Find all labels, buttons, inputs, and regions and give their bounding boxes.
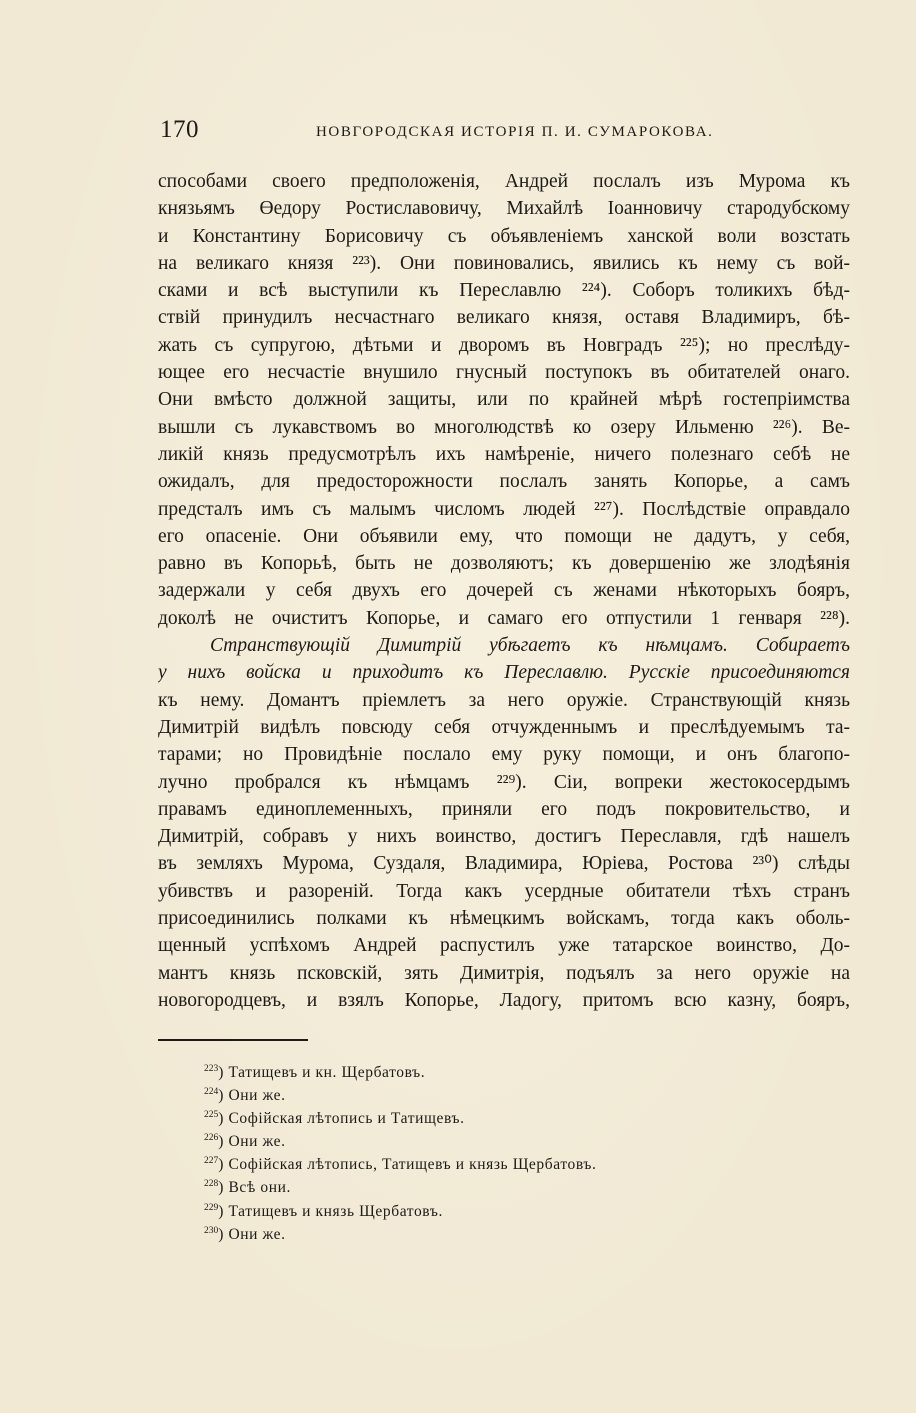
text-line: убивствъ и разореній. Тогда какъ усердные обитатели тѣхъ странъ (158, 880, 850, 902)
footnote-text: ) Татищевъ и князь Щербатовъ. (218, 1202, 443, 1220)
text-line: къ нему. Домантъ пріемлетъ за него оружіе. Странствующій князь (158, 689, 850, 711)
footnote-text: ) Они же. (218, 1133, 286, 1151)
section-heading-line: у нихъ войска и приходитъ къ Переславлю. Русскіе присоединяются (158, 662, 850, 684)
footnote (204, 1058, 724, 1081)
footnote-number: 224 (204, 1087, 219, 1098)
footnote (204, 1197, 724, 1220)
text-line: князьямъ Өедору Ростиславовичу, Михайлѣ Іоанновичу стародубскому (158, 198, 850, 220)
text-line: жать съ супругою, дѣтьми и дворомъ въ Новградъ ²²⁵); но преслѣду- (158, 334, 850, 356)
text-line: въ земляхъ Мурома, Суздаля, Владимира, Юріева, Ростова ²³⁰) слѣды (158, 853, 850, 875)
footnote-text: ) Татищевъ и кн. Щербатовъ. (218, 1064, 426, 1081)
body-text (158, 168, 850, 1014)
text-line: способами своего предположенія, Андрей послалъ изъ Мурома къ (158, 171, 850, 192)
footnote-number: 225 (204, 1110, 219, 1121)
footnote-text: ) Софійская лѣтопись, Татищевъ и князь Щербатовъ. (218, 1156, 597, 1174)
section-heading-line: Странствующій Димитрій убѣгаетъ къ нѣмцамъ. Собираетъ (210, 635, 850, 657)
text-line: присоединились полками къ нѣмецкимъ войскамъ, тогда какъ оболь- (158, 908, 850, 930)
text-line: сками и всѣ выступили къ Переславлю ²²⁴). Соборъ толикихъ бѣд- (158, 280, 850, 302)
footnote-number: 228 (204, 1179, 219, 1190)
running-head: НОВГОРОДСКАЯ ИСТОРІЯ П. И. СУМАРОКОВА. (316, 124, 714, 140)
text-line: ствій принудилъ несчастнаго великаго князя, оставя Владимиръ, бѣ- (158, 307, 850, 329)
footnote (204, 1220, 724, 1243)
text-line: и Константину Борисовичу съ объявленіемъ ханской воли возстать (158, 225, 850, 247)
footnote (204, 1104, 724, 1127)
footnote-text: ) Они же. (218, 1225, 286, 1243)
text-line: доколѣ не очиститъ Копорье, и самаго его отпустили 1 генваря ²²⁸). (158, 607, 850, 629)
footnote-divider (158, 1039, 308, 1041)
text-line: ожидалъ, для предосторожности послалъ занять Копорье, а самъ (158, 471, 850, 493)
text-line: Они вмѣсто должной защиты, или по крайней мѣрѣ гостепріимства (158, 389, 850, 411)
footnote (204, 1173, 724, 1196)
footnote-number: 229 (204, 1202, 219, 1213)
footnote-text: ) Софійская лѣтопись и Татищевъ. (218, 1110, 465, 1128)
footnote-number: 226 (204, 1133, 219, 1144)
footnote-number: 230 (204, 1225, 219, 1236)
text-line: тарами; но Провидѣніе послало ему руку помощи, и онъ благопо- (158, 744, 850, 766)
page-number: 170 (160, 116, 199, 143)
text-line: щенный успѣхомъ Андрей распустилъ уже татарское воинство, До- (158, 935, 850, 957)
text-line: новогородцевъ, и взялъ Копорье, Ладогу, притомъ всю казну, бояръ, (158, 989, 850, 1011)
footnotes (204, 1058, 724, 1243)
text-line: ликій князь предусмотрѣлъ ихъ намѣреніе, ничего полезнаго себѣ не (158, 443, 850, 465)
text-line: Димитрій, собравъ у нихъ воинство, достигъ Переславля, гдѣ нашелъ (158, 826, 850, 848)
text-line: его опасеніе. Они объявили ему, что помощи не дадутъ, у себя, (158, 525, 850, 547)
footnote-number: 227 (204, 1156, 219, 1167)
footnote-text: ) Они же. (218, 1087, 286, 1105)
footnote-text: ) Всѣ они. (218, 1179, 292, 1197)
text-line: ющее его несчастіе внушило гнусный поступокъ въ обитателей онаго. (158, 362, 850, 384)
footnote-number: 223 (204, 1064, 219, 1074)
text-line: равно въ Копорьѣ, быть не дозволяютъ; къ довершенію же злодѣянія (158, 553, 850, 575)
text-line: мантъ князь псковскій, зять Димитрія, подъялъ за него оружіе на (158, 962, 850, 984)
footnote (204, 1150, 724, 1173)
footnote (204, 1081, 724, 1104)
text-line: на великаго князя ²²³). Они повиновались, явились къ нему съ вой- (158, 252, 850, 274)
text-line: лучно пробрался къ нѣмцамъ ²²⁹). Сіи, вопреки жестокосердымъ (158, 771, 850, 793)
text-line: вышли съ лукавствомъ во многолюдствѣ ко озеру Ильменю ²²⁶). Ве- (158, 416, 850, 438)
text-line: задержали у себя двухъ его дочерей съ женами нѣкоторыхъ бояръ, (158, 580, 850, 602)
footnote (204, 1127, 724, 1150)
page-header (160, 116, 850, 146)
text-line: Димитрій видѣлъ повсюду себя отчужденнымъ и преслѣдуемымъ та- (158, 716, 850, 738)
text-line: правамъ единоплеменныхъ, приняли его подъ покровительство, и (158, 798, 850, 820)
text-line: предсталъ имъ съ малымъ числомъ людей ²²⁷). Послѣдствіе оправдало (158, 498, 850, 520)
